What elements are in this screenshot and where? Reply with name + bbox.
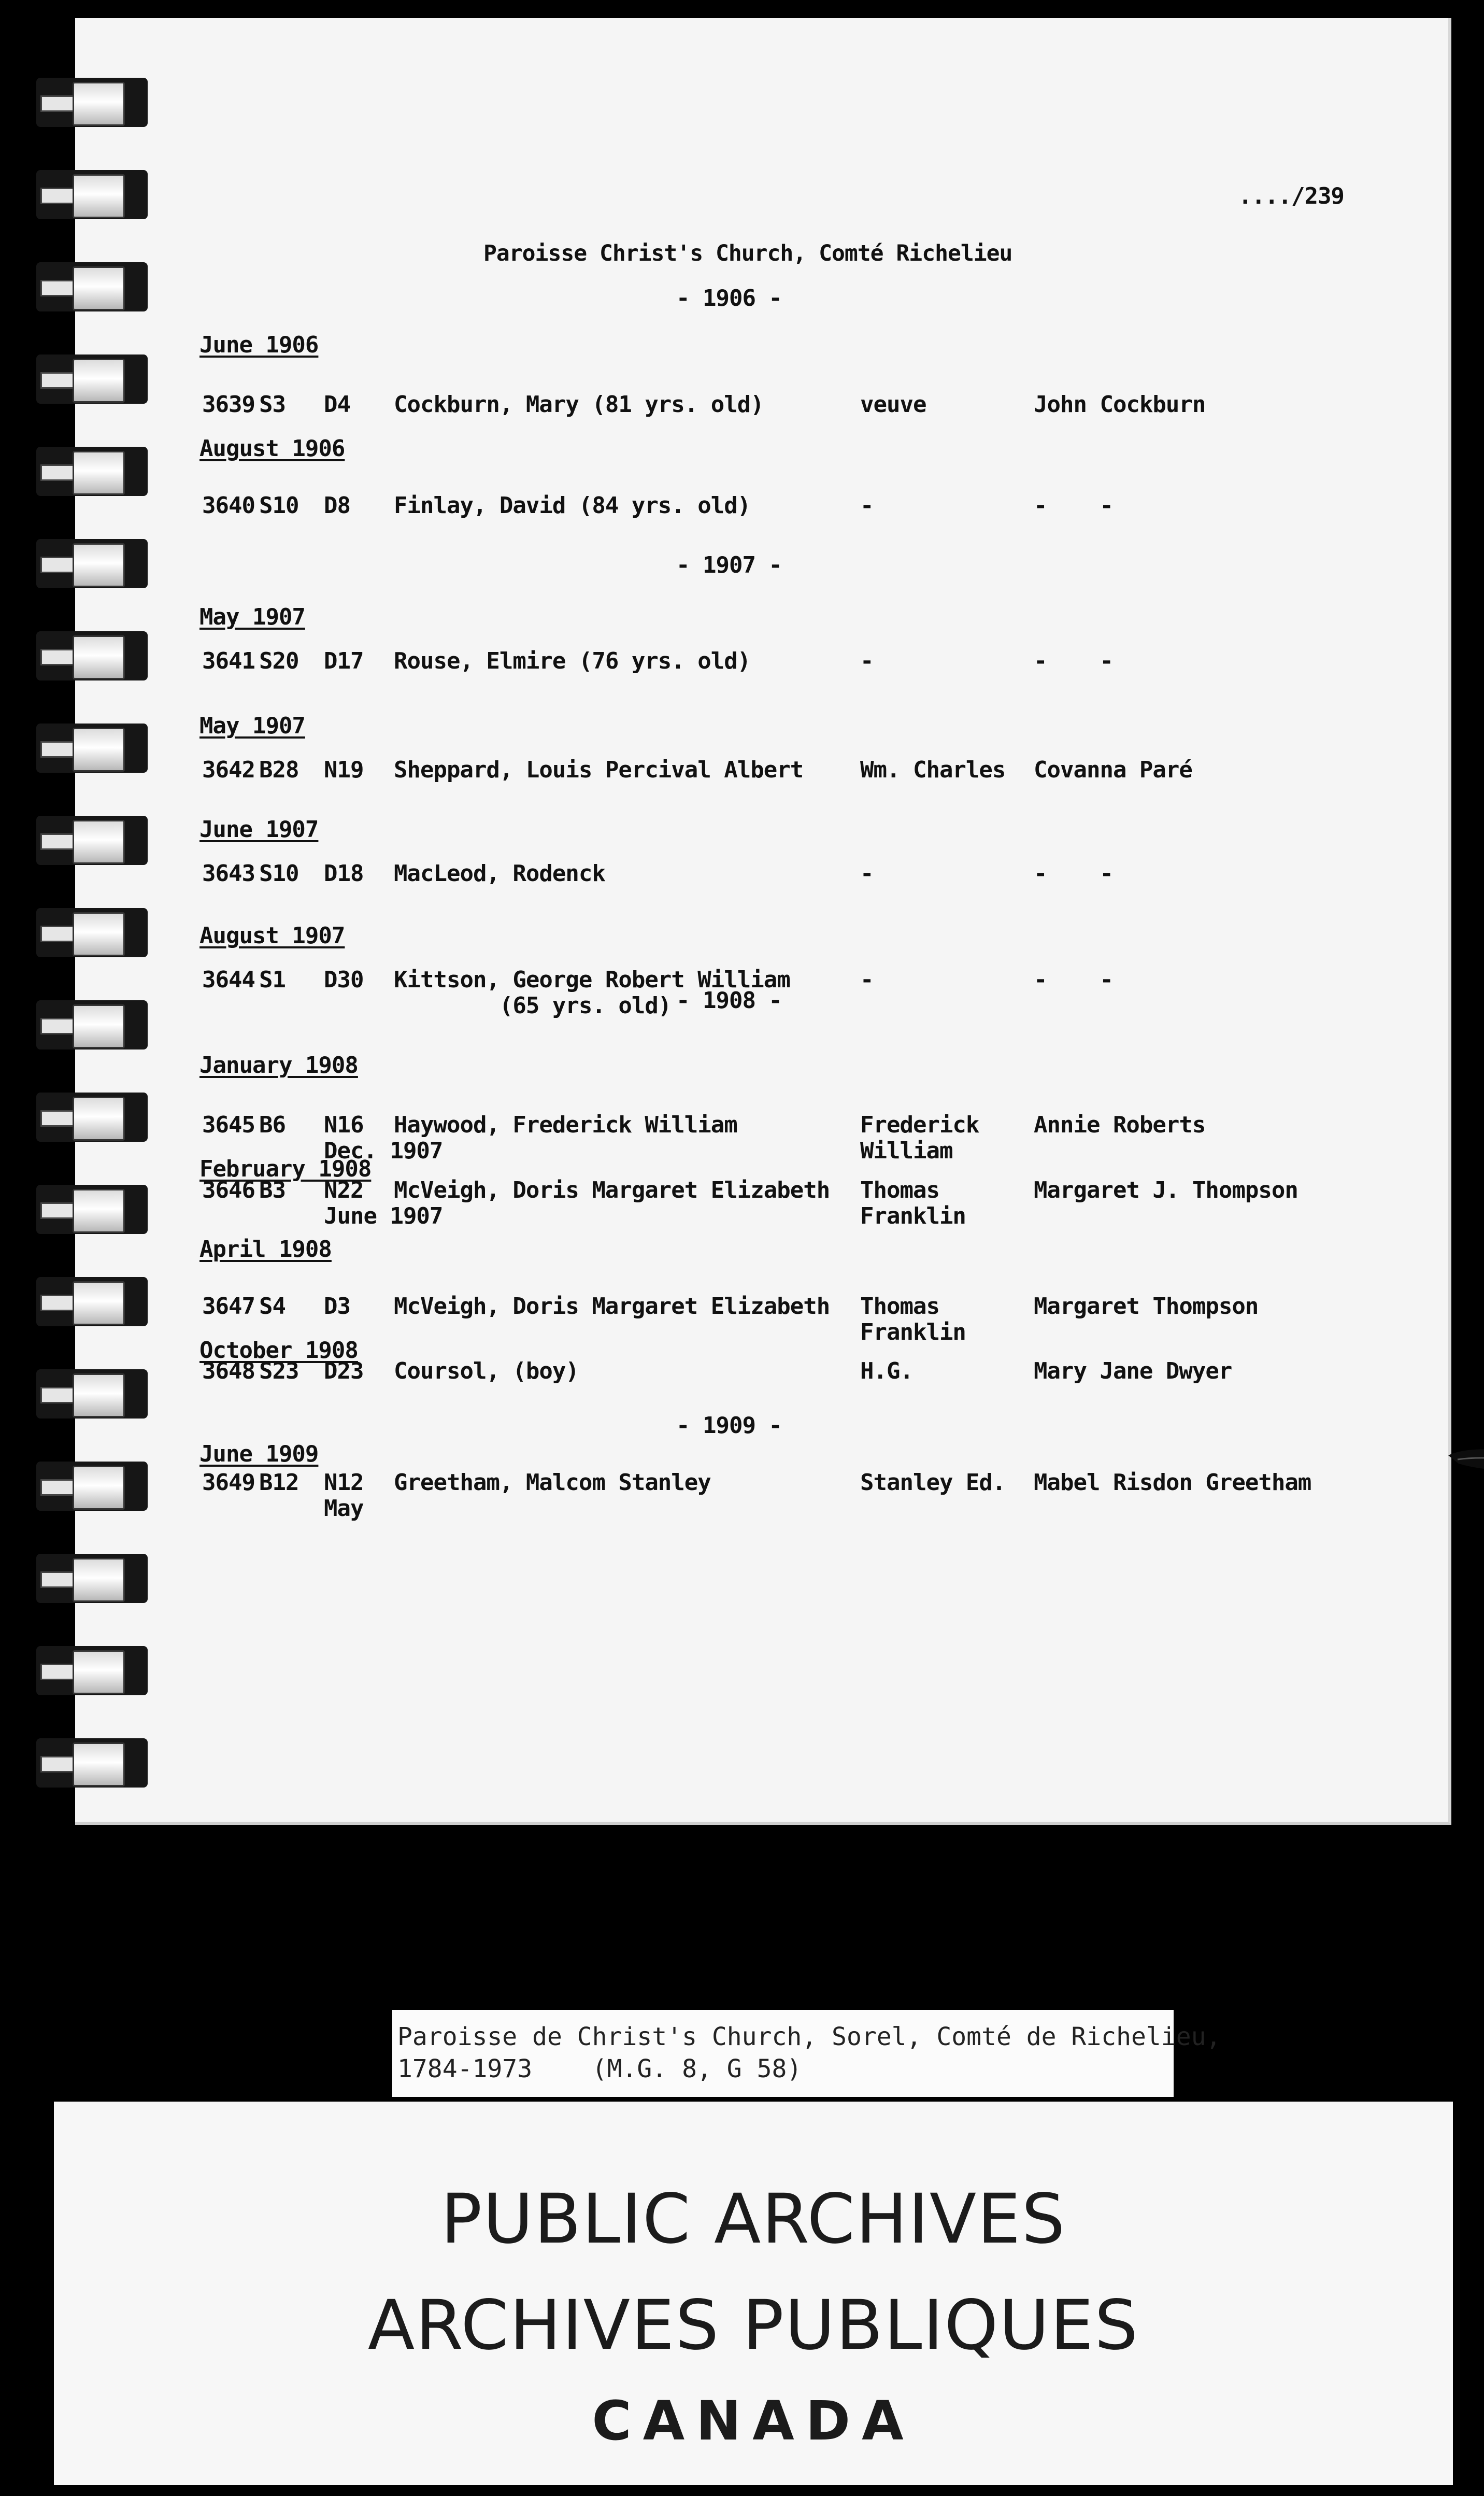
father-column: Thomas (860, 1177, 939, 1203)
father-column: - (860, 492, 874, 519)
mother-column: - - (1034, 648, 1113, 674)
record-code: S23 (259, 1358, 299, 1384)
mother-column: Margaret J. Thompson (1034, 1177, 1298, 1203)
month-heading: June 1907 (199, 816, 319, 843)
date-code: D23 (324, 1358, 364, 1384)
mother-column: Margaret Thompson (1034, 1293, 1259, 1320)
binder-ring (36, 816, 148, 865)
date-code: D3 (324, 1293, 350, 1320)
date-code: Dec. 1907 (324, 1138, 443, 1164)
reference-line-1: Paroisse de Christ's Church, Sorel, Comté de Richelieu, (397, 2022, 1221, 2051)
entry-number: 3643 (202, 860, 255, 887)
date-code: N19 (324, 757, 364, 783)
year-heading: - 1907 - (676, 552, 782, 578)
sheet-clip-icon (1448, 1441, 1484, 1482)
father-column: Franklin (860, 1319, 966, 1345)
entry-name: Haywood, Frederick William (394, 1112, 737, 1138)
binder-ring (36, 354, 148, 404)
date-code: N22 (324, 1177, 364, 1203)
binder-ring (36, 1093, 148, 1142)
father-column: veuve (860, 391, 926, 418)
record-code: B3 (259, 1177, 286, 1203)
entry-name: Rouse, Elmire (76 yrs. old) (394, 648, 751, 674)
mother-column: Mabel Risdon Greetham (1034, 1469, 1311, 1496)
reference-label (392, 2010, 1221, 2097)
date-code: June 1907 (324, 1203, 443, 1229)
record-code: S1 (259, 967, 286, 993)
entry-name: Coursol, (boy) (394, 1358, 579, 1384)
entry-name: Kittson, George Robert William (394, 967, 790, 993)
binder-ring (36, 1738, 148, 1788)
record-code: B12 (259, 1469, 299, 1496)
binder-ring (36, 1000, 148, 1050)
record-code: S10 (259, 492, 299, 519)
spiral-binding (36, 78, 150, 1778)
mother-column: John Cockburn (1034, 391, 1206, 418)
month-heading: April 1908 (199, 1236, 332, 1263)
date-code: D4 (324, 391, 350, 418)
binder-ring (36, 1462, 148, 1511)
father-column: Stanley Ed. (860, 1469, 1006, 1496)
entry-number: 3640 (202, 492, 255, 519)
archives-title-french: ARCHIVES PUBLIQUES (367, 2286, 1139, 2365)
father-column: H.G. (860, 1358, 913, 1384)
date-code: N16 (324, 1112, 364, 1138)
father-column: Thomas (860, 1293, 939, 1320)
record-code: B6 (259, 1112, 286, 1138)
month-heading: January 1908 (199, 1052, 358, 1079)
entry-name: (65 yrs. old) (394, 992, 672, 1019)
month-heading: October 1908 (199, 1337, 358, 1364)
binder-ring (36, 170, 148, 219)
father-column: Frederick (860, 1112, 979, 1138)
month-heading: February 1908 (199, 1156, 372, 1182)
entry-number: 3648 (202, 1358, 255, 1384)
mother-column: - - (1034, 492, 1113, 519)
entry-number: 3649 (202, 1469, 255, 1496)
entry-name: MacLeod, Rodenck (394, 860, 605, 887)
binder-ring (36, 78, 148, 127)
record-code: S3 (259, 391, 286, 418)
month-heading: August 1907 (199, 923, 345, 949)
year-heading: - 1906 - (676, 285, 782, 311)
entry-name: Sheppard, Louis Percival Albert (394, 757, 804, 783)
binder-ring (36, 1185, 148, 1234)
year-heading: - 1908 - (676, 987, 782, 1014)
month-heading: June 1906 (199, 332, 319, 358)
binder-ring (36, 908, 148, 957)
record-code: S4 (259, 1293, 286, 1320)
entry-name: Finlay, David (84 yrs. old) (394, 492, 751, 519)
binder-ring (36, 1369, 148, 1419)
mother-column: - - (1034, 967, 1113, 993)
page-title: Paroisse Christ's Church, Comté Richelieu (483, 240, 1012, 266)
reference-line-2: 1784-1973 (M.G. 8, G 58) (397, 2054, 802, 2083)
mother-column: Covanna Paré (1034, 757, 1192, 783)
entry-number: 3639 (202, 391, 255, 418)
record-code: S10 (259, 860, 299, 887)
entry-number: 3644 (202, 967, 255, 993)
record-code: S20 (259, 648, 299, 674)
date-code: D18 (324, 860, 364, 887)
page-number: ..../239 (1238, 183, 1344, 209)
father-column: Franklin (860, 1203, 966, 1229)
binder-ring (36, 1277, 148, 1326)
month-heading: June 1909 (199, 1441, 319, 1467)
binder-ring (36, 539, 148, 588)
entry-number: 3641 (202, 648, 255, 674)
date-code: N12 (324, 1469, 364, 1496)
binder-ring (36, 447, 148, 496)
entry-number: 3647 (202, 1293, 255, 1320)
binder-ring (36, 724, 148, 773)
date-code: D17 (324, 648, 364, 674)
date-code: D8 (324, 492, 350, 519)
father-column: - (860, 648, 874, 674)
date-code: D30 (324, 967, 364, 993)
entry-number: 3645 (202, 1112, 255, 1138)
month-heading: May 1907 (199, 713, 305, 739)
register-page (75, 18, 1451, 1825)
record-code: B28 (259, 757, 299, 783)
entry-name: McVeigh, Doris Margaret Elizabeth (394, 1177, 830, 1203)
entry-number: 3646 (202, 1177, 255, 1203)
month-heading: August 1906 (199, 435, 345, 462)
entry-name: Cockburn, Mary (81 yrs. old) (394, 391, 764, 418)
entry-number: 3642 (202, 757, 255, 783)
binder-ring (36, 1646, 148, 1695)
mother-column: Mary Jane Dwyer (1034, 1358, 1232, 1384)
father-column: - (860, 860, 874, 887)
father-column: - (860, 967, 874, 993)
mother-column: Annie Roberts (1034, 1112, 1206, 1138)
entry-name: Greetham, Malcom Stanley (394, 1469, 711, 1496)
archives-country: CANADA (592, 2389, 915, 2452)
binder-ring (36, 631, 148, 680)
date-code: May (324, 1495, 364, 1522)
archives-title-english: PUBLIC ARCHIVES (440, 2179, 1066, 2259)
binder-ring (36, 1554, 148, 1603)
father-column: Wm. Charles (860, 757, 1006, 783)
mother-column: - - (1034, 860, 1113, 887)
father-column: William (860, 1138, 953, 1164)
month-heading: May 1907 (199, 604, 305, 630)
year-heading: - 1909 - (676, 1412, 782, 1439)
entry-name: McVeigh, Doris Margaret Elizabeth (394, 1293, 830, 1320)
archives-card (54, 2102, 1453, 2485)
binder-ring (36, 262, 148, 311)
